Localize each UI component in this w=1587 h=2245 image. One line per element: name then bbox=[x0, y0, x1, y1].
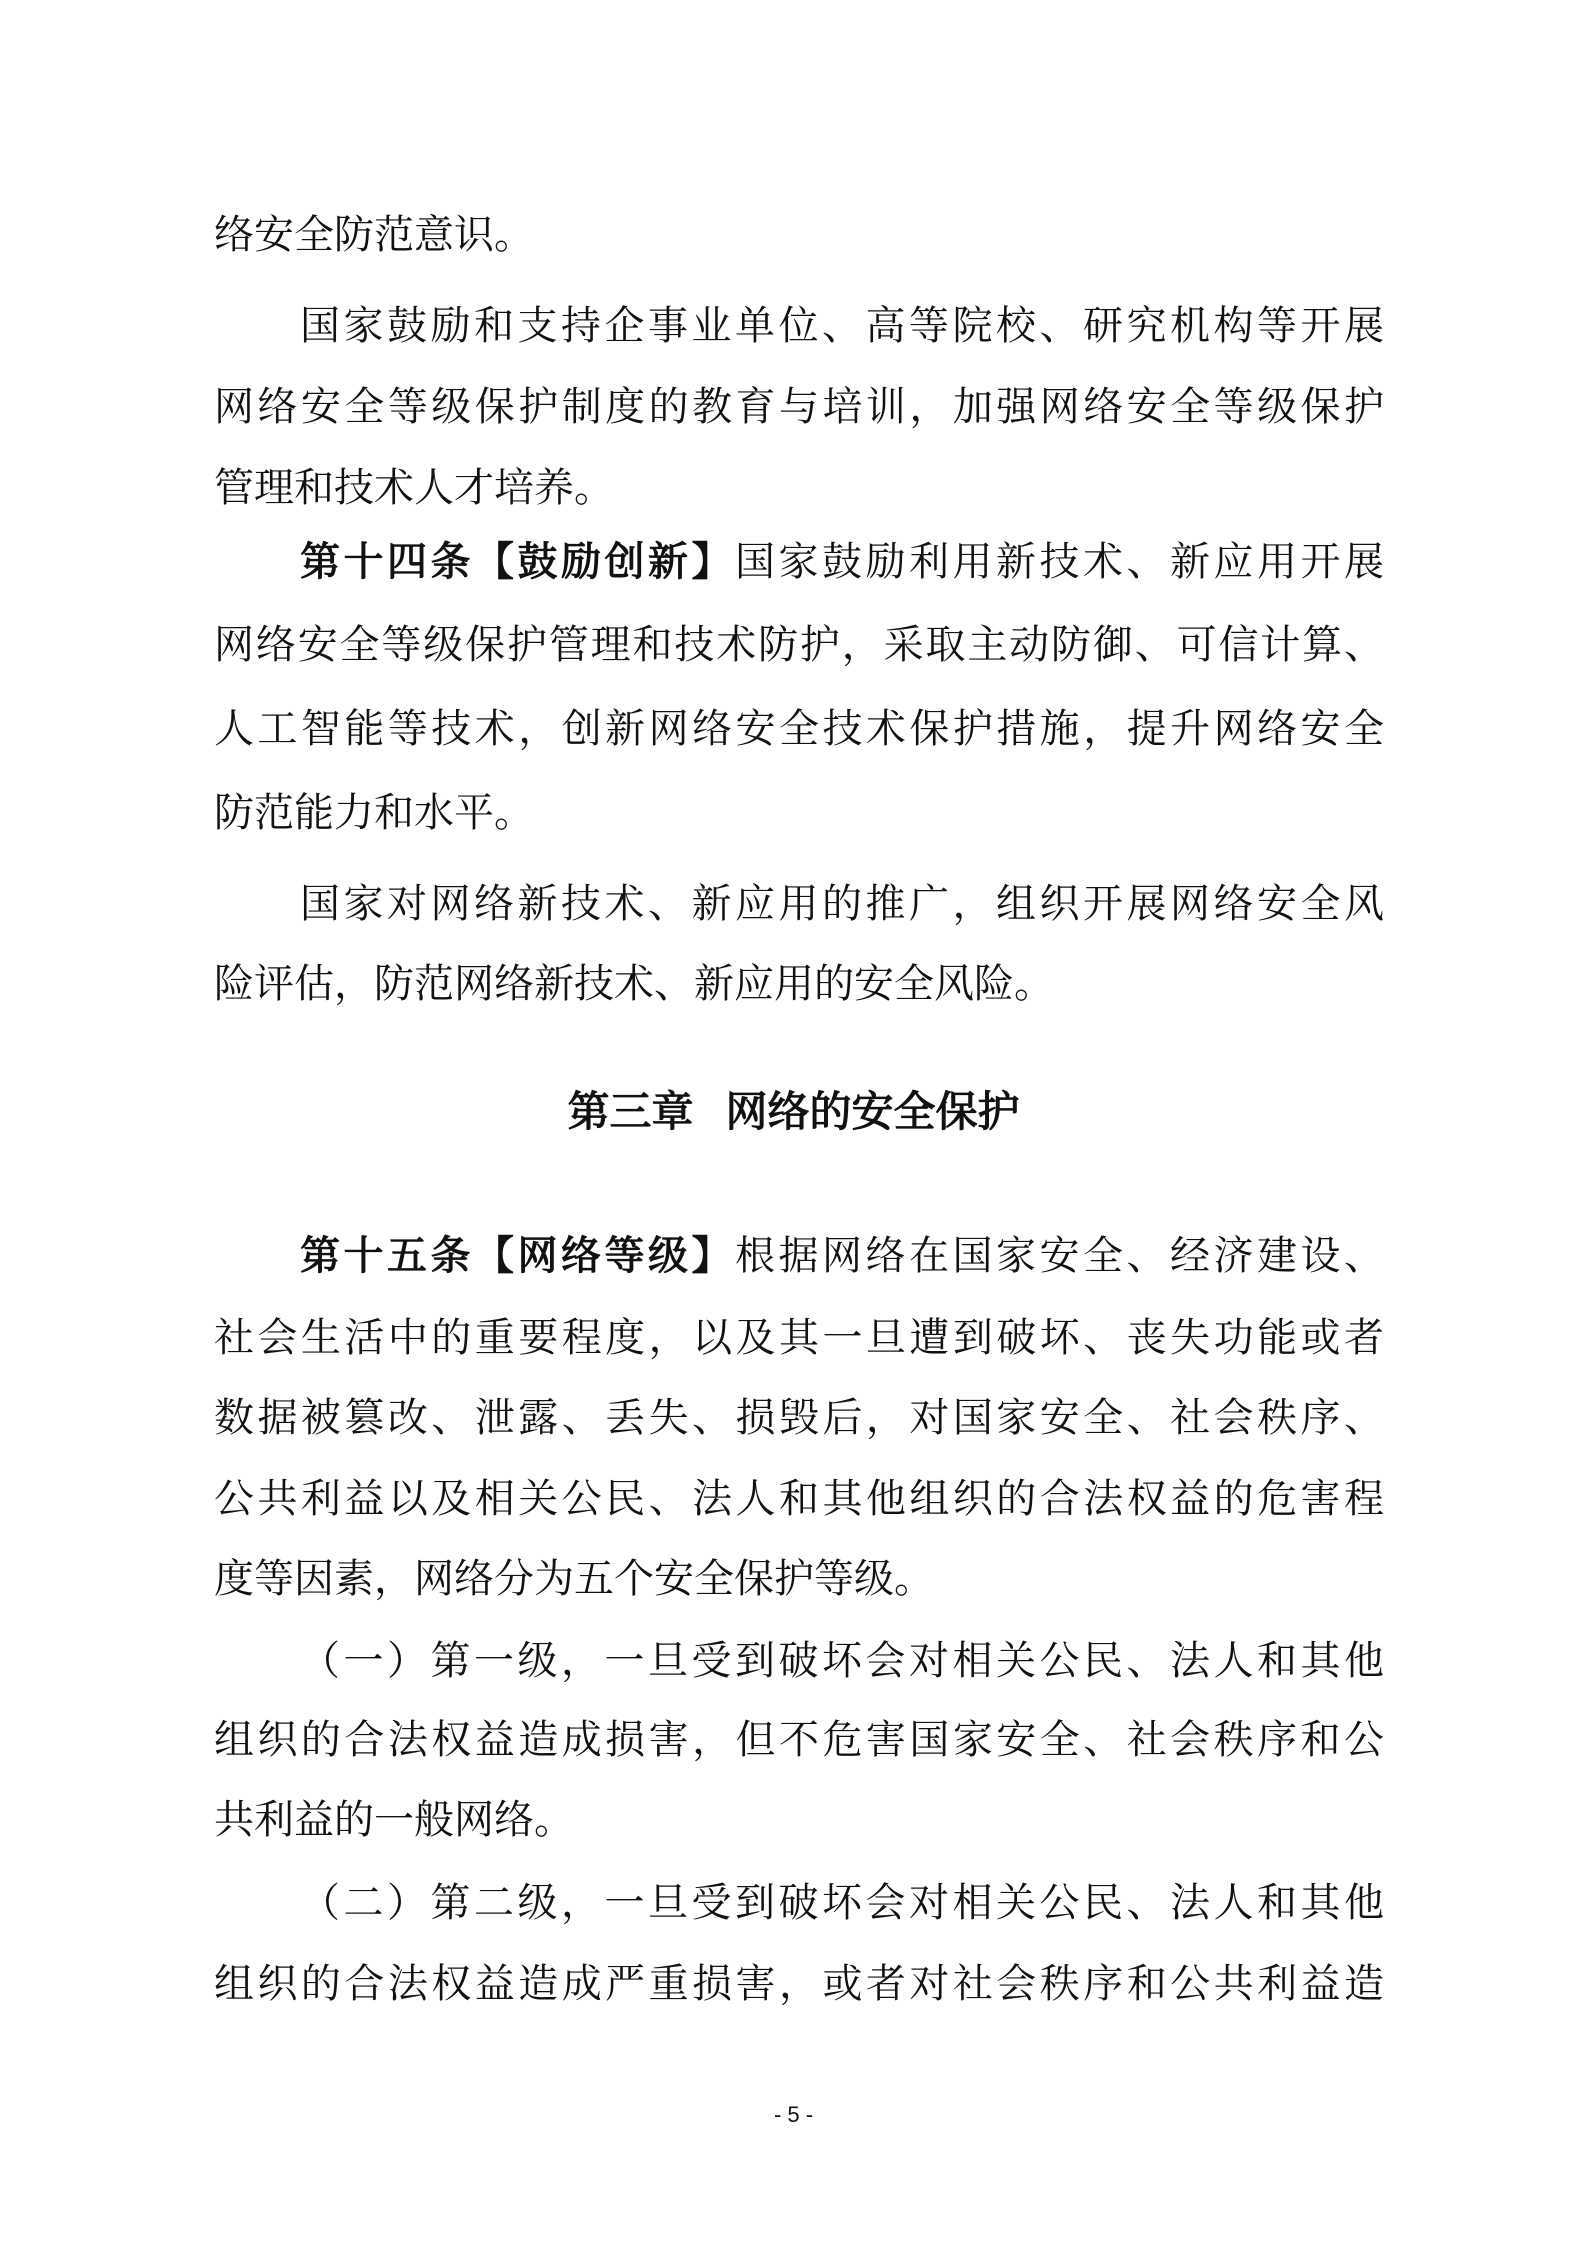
article-15-text: 根据网络在国家安全、经济建设、 bbox=[735, 1233, 1384, 1279]
article-15-number: 第十五条 bbox=[300, 1233, 474, 1279]
paragraph-line: 数据被篡改、泄露、丢失、损毁后，对国家安全、社会秩序、 bbox=[214, 1395, 1384, 1441]
article-14-number: 第十四条 bbox=[300, 539, 474, 585]
article-15-title: 【网络等级】 bbox=[474, 1233, 735, 1279]
paragraph-line: 管理和技术人才培养。 bbox=[214, 465, 614, 511]
paragraph-line: 社会生活中的重要程度，以及其一旦遭到破坏、丧失功能或者 bbox=[214, 1315, 1384, 1361]
chapter-heading bbox=[0, 1087, 1587, 1137]
chapter-title: 网络的安全保护 bbox=[725, 1087, 1020, 1136]
page-number: - 5 - bbox=[773, 2102, 814, 2127]
paragraph-line: 网络安全等级保护管理和技术防护，采取主动防御、可信计算、 bbox=[214, 622, 1384, 668]
paragraph-line: 公共利益以及相关公民、法人和其他组织的合法权益的危害程 bbox=[214, 1476, 1384, 1522]
paragraph-line: 防范能力和水平。 bbox=[214, 790, 534, 836]
article-15-first-line bbox=[300, 1231, 1384, 1281]
paragraph-line: （二）第二级，一旦受到破坏会对相关公民、法人和其他 bbox=[300, 1880, 1384, 1926]
paragraph-line: 国家对网络新技术、新应用的推广，组织开展网络安全风 bbox=[300, 881, 1384, 927]
paragraph-line: 络安全防范意识。 bbox=[214, 212, 534, 258]
paragraph-line: 网络安全等级保护制度的教育与培训，加强网络安全等级保护 bbox=[214, 384, 1384, 430]
article-14-first-line bbox=[300, 537, 1384, 587]
paragraph-line: 人工智能等技术，创新网络安全技术保护措施，提升网络安全 bbox=[214, 706, 1384, 752]
article-14-title: 【鼓励创新】 bbox=[474, 539, 735, 585]
paragraph-line: 险评估，防范网络新技术、新应用的安全风险。 bbox=[214, 961, 1054, 1007]
paragraph-line: 共利益的一般网络。 bbox=[214, 1797, 574, 1843]
paragraph-line: 国家鼓励和支持企事业单位、高等院校、研究机构等开展 bbox=[300, 303, 1384, 349]
paragraph-line: 组织的合法权益造成损害，但不危害国家安全、社会秩序和公 bbox=[214, 1717, 1384, 1763]
paragraph-line: 组织的合法权益造成严重损害，或者对社会秩序和公共利益造 bbox=[214, 1961, 1384, 2007]
chapter-number: 第三章 bbox=[567, 1087, 694, 1136]
paragraph-line: （一）第一级，一旦受到破坏会对相关公民、法人和其他 bbox=[300, 1638, 1384, 1684]
paragraph-line: 度等因素，网络分为五个安全保护等级。 bbox=[214, 1556, 934, 1602]
article-14-text: 国家鼓励利用新技术、新应用开展 bbox=[735, 539, 1384, 585]
